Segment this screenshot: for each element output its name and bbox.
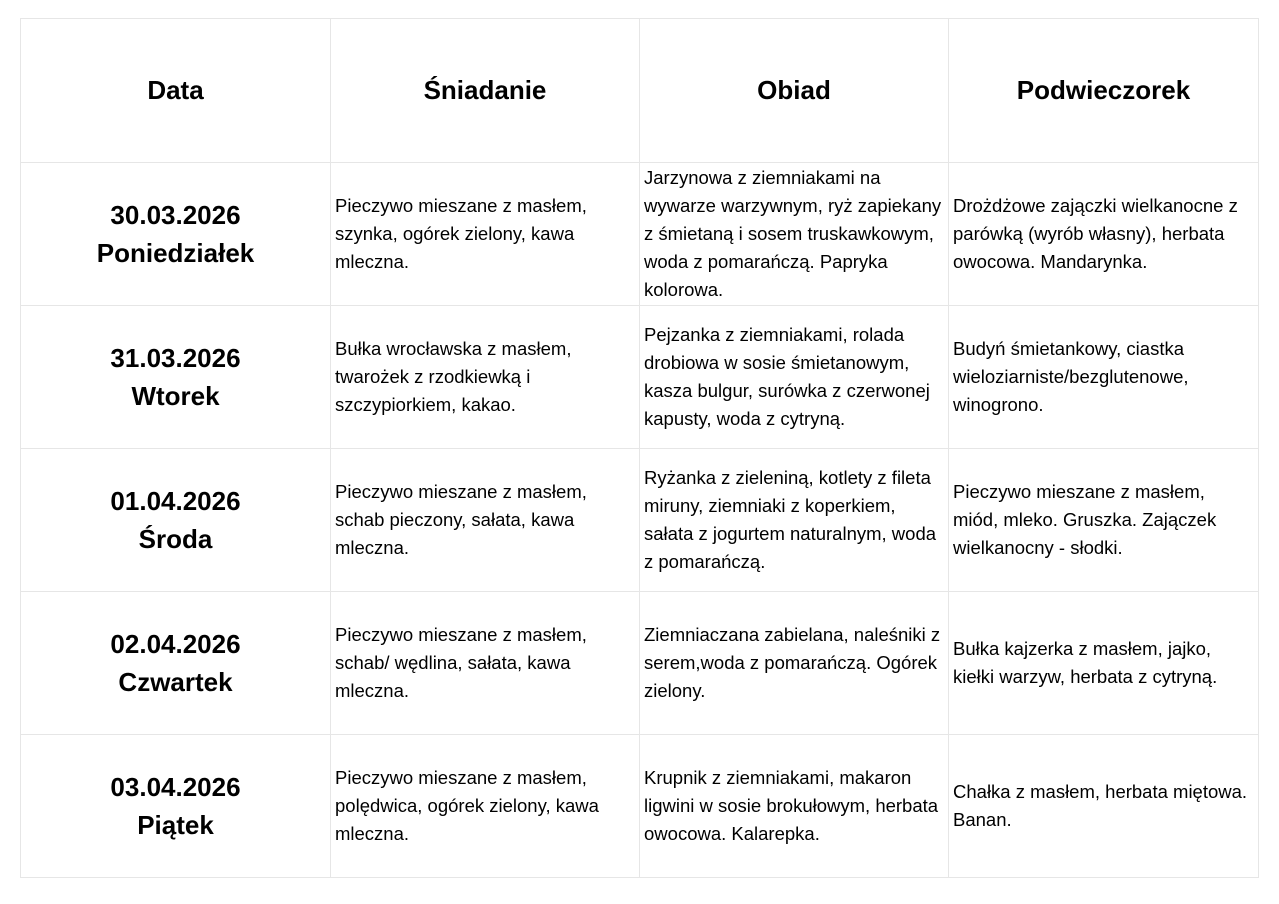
date-text: 02.04.2026 — [110, 629, 241, 659]
date-text: 01.04.2026 — [110, 486, 241, 516]
date-cell — [21, 449, 331, 592]
table-row — [21, 592, 1259, 735]
weekday-text: Poniedziałek — [96, 238, 255, 268]
weekday-text: Piątek — [137, 810, 214, 840]
date-text: 03.04.2026 — [110, 772, 241, 802]
lunch-cell: Ryżanka z zieleniną, kotlety z fileta miruny, ziemniaki z koperkiem, sałata z jogurtem naturalnym, woda z pomarańczą. — [640, 449, 949, 592]
date-text: 30.03.2026 — [110, 200, 241, 230]
breakfast-cell: Pieczywo mieszane z masłem, szynka, ogórek zielony, kawa mleczna. — [331, 163, 640, 306]
snack-cell: Pieczywo mieszane z masłem, miód, mleko. Gruszka. Zajączek wielkanocny - słodki. — [949, 449, 1259, 592]
snack-cell: Chałka z masłem, herbata miętowa. Banan. — [949, 735, 1259, 878]
header-row — [21, 19, 1259, 163]
weekday-text: Wtorek — [131, 381, 220, 411]
header-date: Data — [21, 19, 331, 163]
snack-cell: Drożdżowe zajączki wielkanocne z parówką (wyrób własny), herbata owocowa. Mandarynka. — [949, 163, 1259, 306]
lunch-cell: Ziemniaczana zabielana, naleśniki z serem,woda z pomarańczą. Ogórek zielony. — [640, 592, 949, 735]
header-breakfast: Śniadanie — [331, 19, 640, 163]
breakfast-cell: Bułka wrocławska z masłem, twarożek z rzodkiewką i szczypiorkiem, kakao. — [331, 306, 640, 449]
date-text: 31.03.2026 — [110, 343, 241, 373]
header-lunch: Obiad — [640, 19, 949, 163]
weekday-text: Czwartek — [118, 667, 233, 697]
header-snack: Podwieczorek — [949, 19, 1259, 163]
snack-cell: Budyń śmietankowy, ciastka wieloziarniste/bezglutenowe, winogrono. — [949, 306, 1259, 449]
weekday-text: Środa — [138, 524, 213, 554]
lunch-cell: Jarzynowa z ziemniakami na wywarze warzywnym, ryż zapiekany z śmietaną i sosem truskawkowym, woda z pomarańczą. Papryka kolorowa. — [640, 163, 949, 306]
table-row — [21, 306, 1259, 449]
lunch-cell: Pejzanka z ziemniakami, rolada drobiowa w sosie śmietanowym, kasza bulgur, surówka z czerwonej kapusty, woda z cytryną. — [640, 306, 949, 449]
date-cell — [21, 163, 331, 306]
weekly-menu-table — [20, 18, 1259, 878]
snack-cell: Bułka kajzerka z masłem, jajko, kiełki warzyw, herbata z cytryną. — [949, 592, 1259, 735]
date-cell — [21, 735, 331, 878]
breakfast-cell: Pieczywo mieszane z masłem, schab/ wędlina, sałata, kawa mleczna. — [331, 592, 640, 735]
date-cell — [21, 592, 331, 735]
table-row — [21, 735, 1259, 878]
lunch-cell: Krupnik z ziemniakami, makaron ligwini w sosie brokułowym, herbata owocowa. Kalarepka. — [640, 735, 949, 878]
date-cell — [21, 306, 331, 449]
table-row — [21, 449, 1259, 592]
table-row — [21, 163, 1259, 306]
breakfast-cell: Pieczywo mieszane z masłem, schab pieczony, sałata, kawa mleczna. — [331, 449, 640, 592]
breakfast-cell: Pieczywo mieszane z masłem, polędwica, ogórek zielony, kawa mleczna. — [331, 735, 640, 878]
